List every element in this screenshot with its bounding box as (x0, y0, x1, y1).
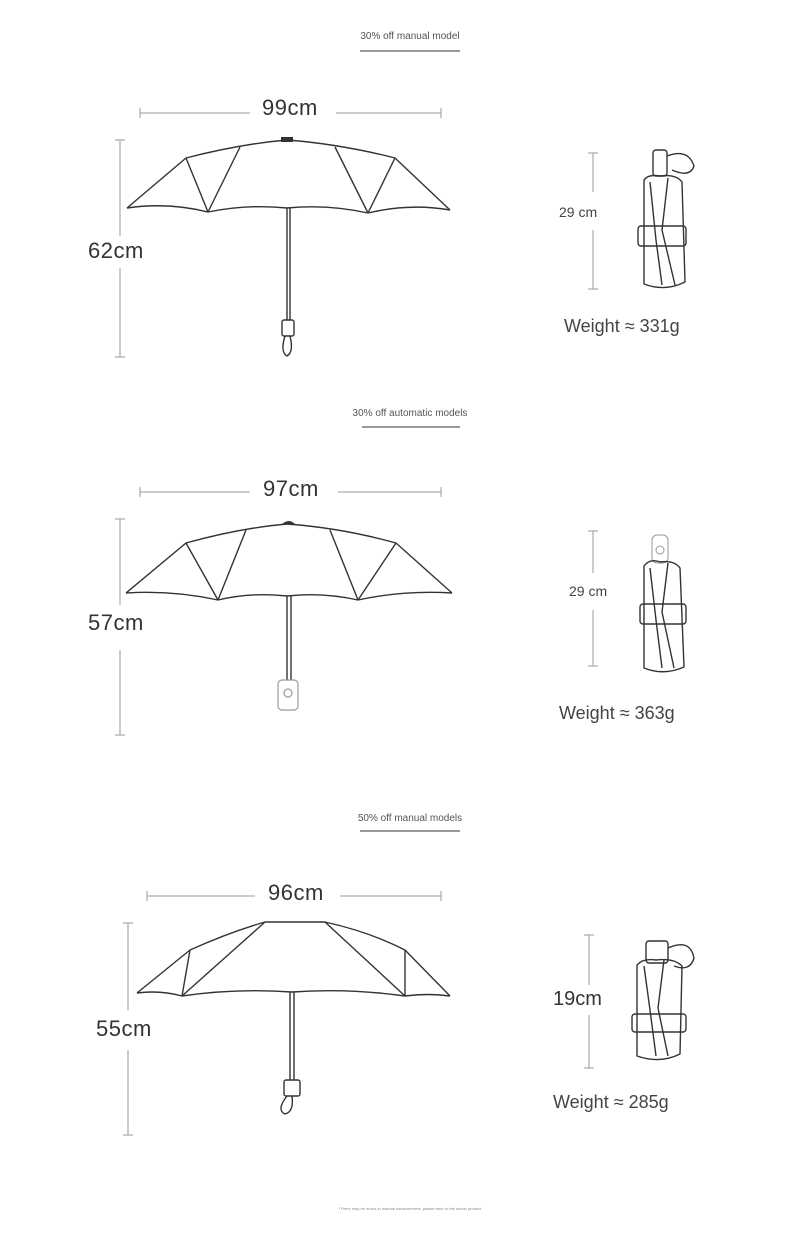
height-label: 55cm (96, 1016, 152, 1041)
height-label: 62cm (88, 238, 144, 263)
folded-length-label: 29 cm (559, 204, 598, 220)
footnote: *There may be errors in manual measurement, please refer to the actual product (338, 1206, 482, 1211)
weight-label: Weight ≈ 331g (564, 316, 680, 336)
height-label: 57cm (88, 610, 144, 635)
section-title: 30% off manual model (360, 31, 460, 42)
folded-length-label: 19cm (553, 988, 602, 1010)
width-label: 96cm (268, 880, 324, 905)
weight-label: Weight ≈ 363g (559, 703, 675, 723)
folded-length-label: 29 cm (569, 583, 608, 599)
width-label: 97cm (263, 476, 319, 501)
weight-label: Weight ≈ 285g (553, 1092, 669, 1112)
section-title: 30% off automatic models (352, 408, 468, 419)
width-label: 99cm (262, 95, 318, 120)
section-title: 50% off manual models (357, 813, 463, 824)
